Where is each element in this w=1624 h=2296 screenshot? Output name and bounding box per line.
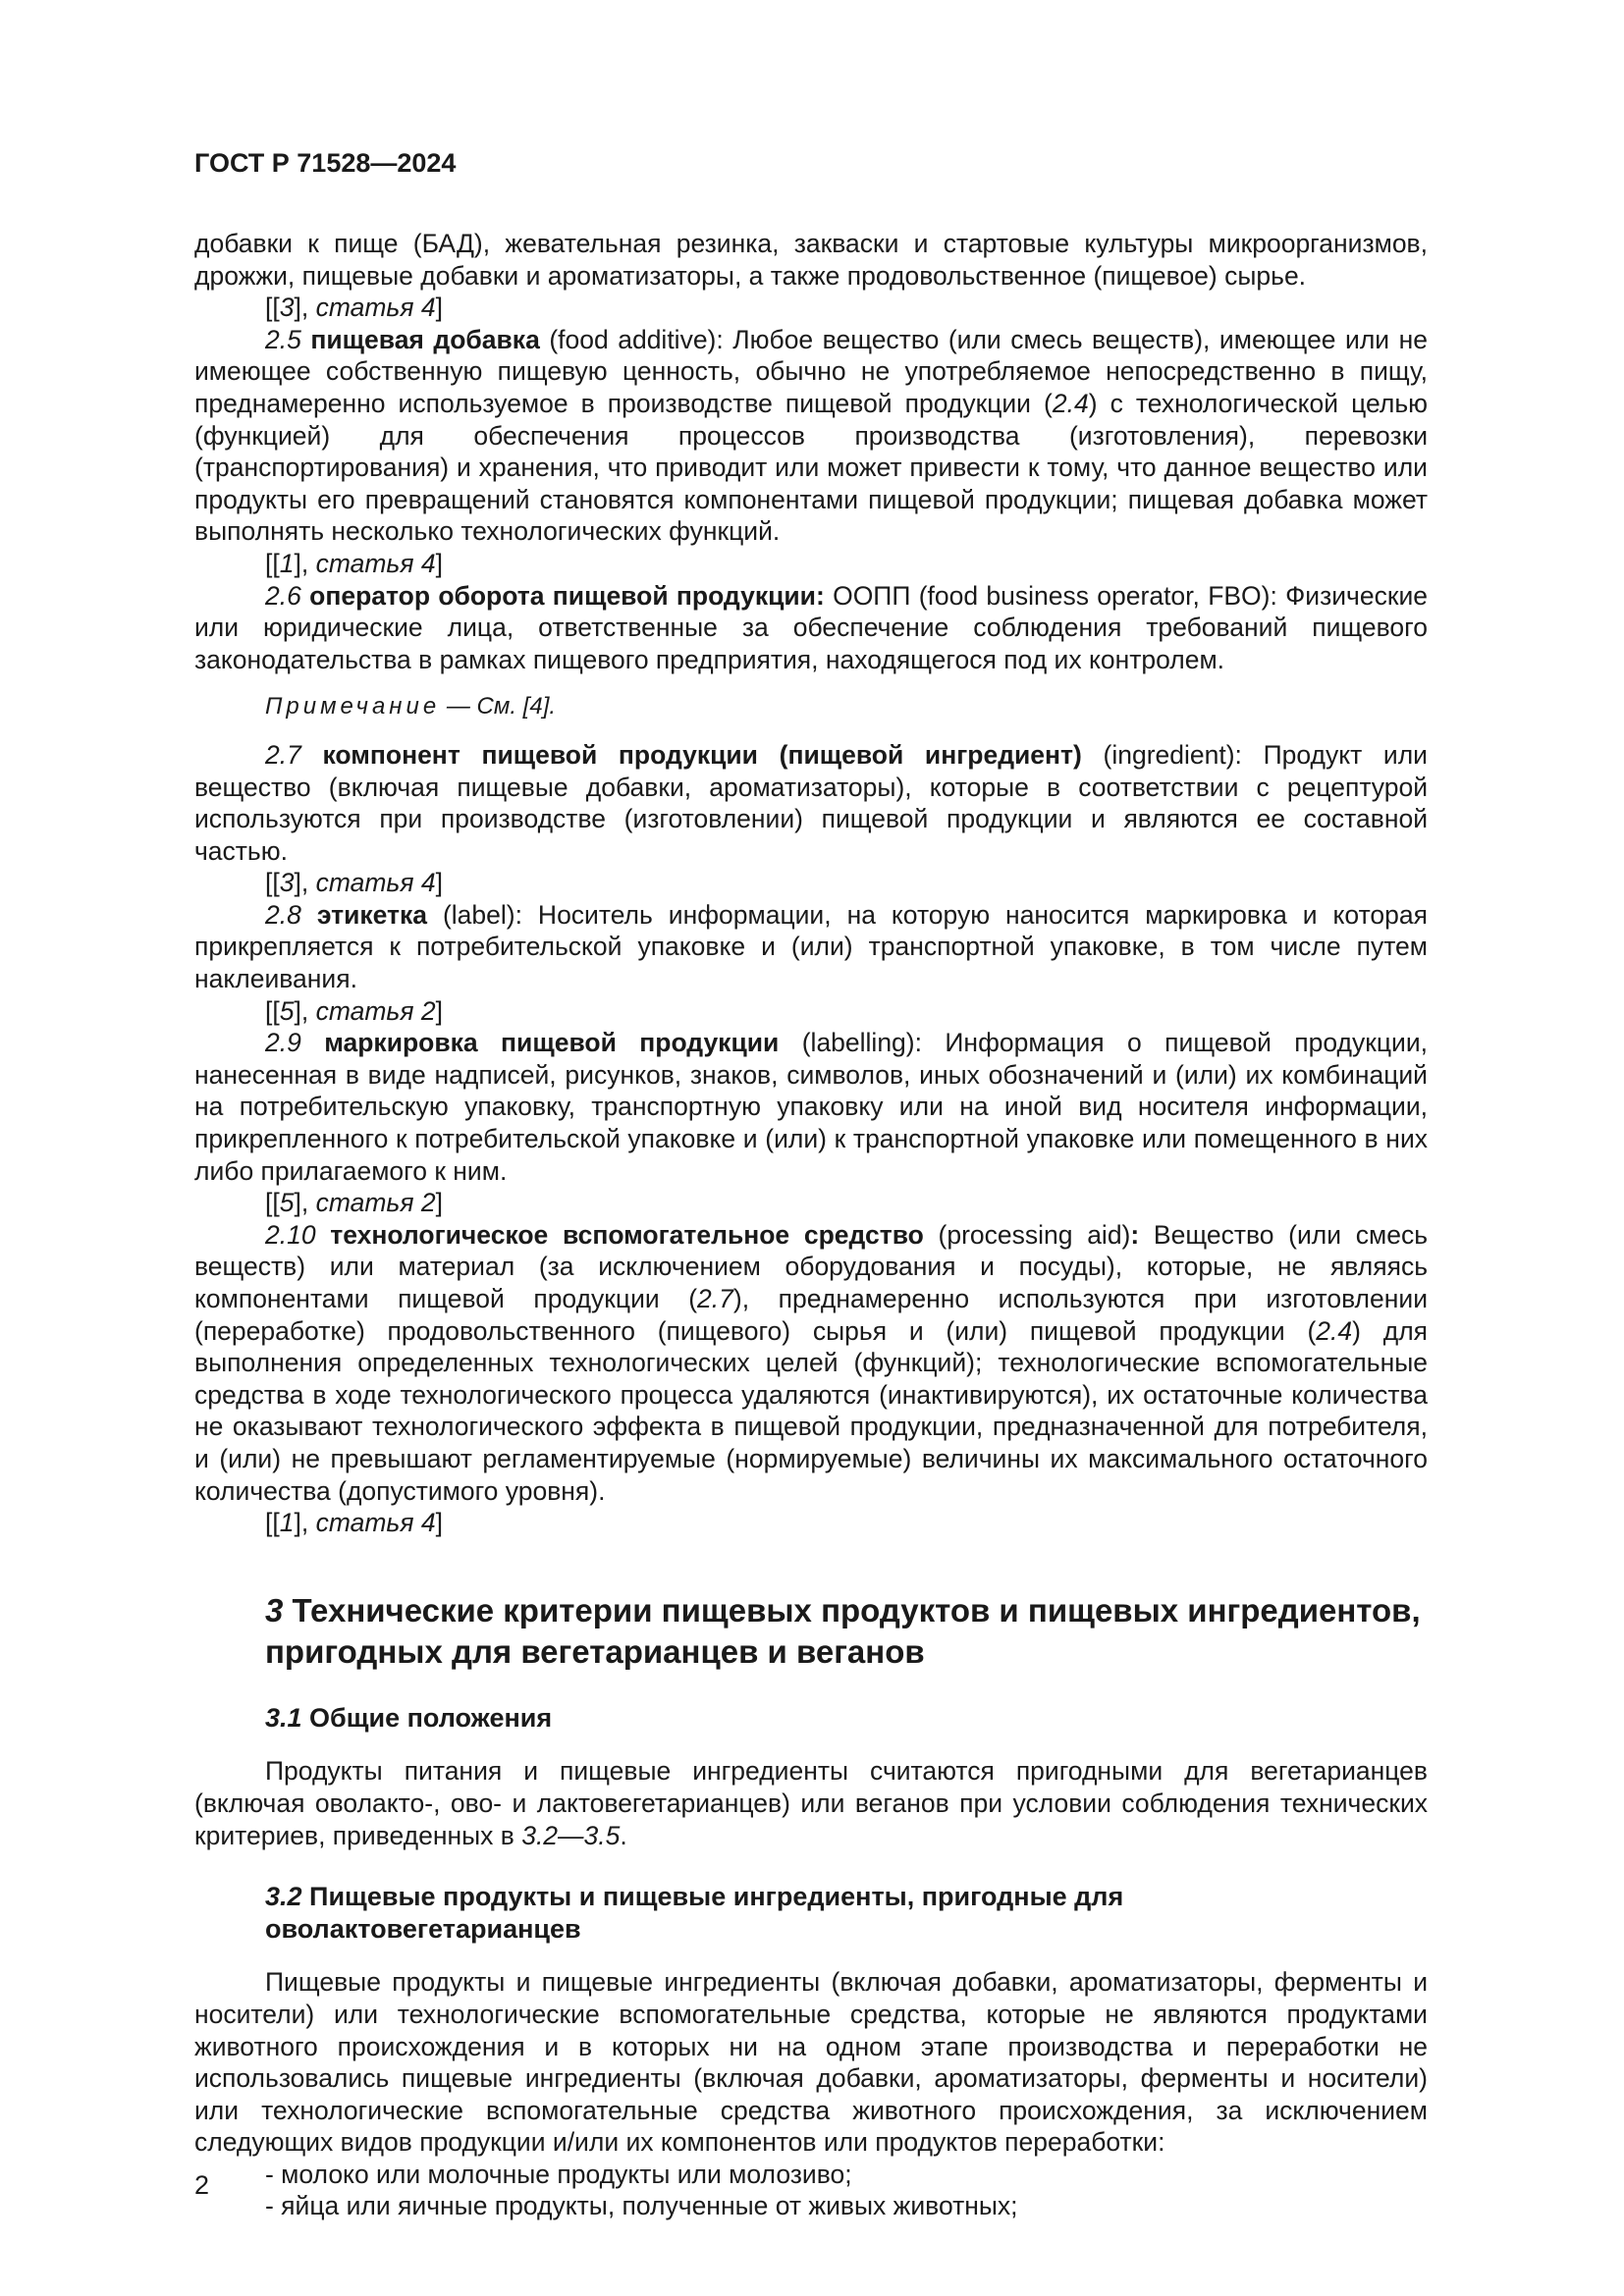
document-body — [194, 228, 1428, 2222]
reference: [[5], статья 2] — [265, 1188, 443, 1218]
section-3-heading: 3 Технические критерии пищевых продуктов и пищевых ингредиентов, пригодных для вегетарианцев и веганов — [265, 1591, 1421, 1670]
document-header: ГОСТ Р 71528—2024 — [194, 148, 457, 178]
section-3-1-text: Продукты питания и пищевые ингредиенты считаются пригодными для вегетарианцев (включая оволакто-, ово- и лактовегетарианцев) или веганов при условии соблюдения технических критериев, приведенных в 3.2—3.5. — [194, 1756, 1428, 1850]
term-2-7: 2.7 компонент пищевой продукции (пищевой ингредиент) (ingredient): Продукт или вещество (включая пищевые добавки, ароматизаторы), которые в соответствии с рецептурой используются при производстве (изготовлении) пищевой продукции и являются ее составной частью. — [194, 739, 1428, 866]
term-2-5: 2.5 пищевая добавка (food additive): Любое вещество (или смесь веществ), имеющее или не имеющее собственную пищевую ценность, обычно не употребляемое непосредственно в пищу, преднамеренно используемое в производстве пищевой продукции (2.4) с технологической целью (функцией) для обеспечения процессов производства (изготовления), перевозки (транспортирования) и хранения, что приводит или может привести к тому, что данное вещество или продукты его превращений становятся компонентами пищевой продукции; пищевая добавка может выполнять несколько технологических функций. — [194, 324, 1429, 547]
list-item: - молоко или молочные продукты или молозиво; — [265, 2159, 852, 2189]
term-2-8: 2.8 этикетка (label): Носитель информации, на которую наносится маркировка и которая прикрепляется к потребительской упаковке и (или) транспортной упаковке, в том числе путем наклеивания. — [194, 899, 1428, 994]
reference: [[1], статья 4] — [265, 1508, 443, 1538]
term-2-10: 2.10 технологическое вспомогательное средство (processing aid): Вещество (или смесь веществ) или материал (за исключением оборудования и посуды), которые, не являясь компонентами пищевой продукции (2.7), преднамеренно используются при изготовлении (переработке) продовольственного (пищевого) сырья и (или) пищевой продукции (2.4) для выполнения определенных технологических целей (функций); технологические вспомогательные средства в ходе технологического процесса удаляются (инактивируются), их остаточные количества не оказывают технологического эффекта в пищевой продукции, предназначенной для потребителя, и (или) не превышают регламентируемые (нормируемые) величины их максимального остаточного количества (допустимого уровня). — [194, 1219, 1429, 1506]
list-item: - яйца или яичные продукты, полученные от живых животных; — [265, 2191, 1018, 2221]
reference: [[3], статья 4] — [265, 868, 443, 898]
term-2-9: 2.9 маркировка пищевой продукции (labelling): Информация о пищевой продукции, нанесенная в виде надписей, рисунков, знаков, символов, иных обозначений и (или) их комбинаций на потребительскую упаковку, транспортную упаковку или на иной вид носителя информации, прикрепленного к потребительской упаковке и (или) к транспортной упаковке или помещенного в них либо прилагаемого к ним. — [194, 1028, 1428, 1186]
section-3-1-heading: 3.1 Общие положения — [265, 1702, 553, 1733]
reference: [[1], статья 4] — [265, 548, 443, 578]
paragraph-continuation: добавки к пище (БАД), жевательная резинка, закваски и стартовые культуры микроорганизмов, дрожжи, пищевые добавки и ароматизаторы, а также продовольственное (пищевое) сырье. — [194, 229, 1428, 291]
page-number: 2 — [194, 2170, 210, 2200]
note: Примечание — См. [4]. — [265, 693, 557, 721]
section-3-2-text: Пищевые продукты и пищевые ингредиенты (включая добавки, ароматизаторы, ферменты и носители) или технологические вспомогательные средства, которые не являются продуктами животного происхождения и в которых ни на одном этапе производства и переработки не использовались пищевые ингредиенты (включая добавки, ароматизаторы, ферменты и носители) или технологические вспомогательные средства животного происхождения, за исключением следующих видов продукции и/или их компонентов или продуктов переработки: — [194, 1967, 1428, 2158]
term-2-6: 2.6 оператор оборота пищевой продукции: ООПП (food business operator, FBO): Физические или юридические лица, ответственные за обеспечение соблюдения требований пищевого законодательства в рамках пищевого предприятия, находящегося под их контролем. — [194, 580, 1428, 674]
reference: [[3], статья 4] — [265, 293, 443, 323]
reference: [[5], статья 2] — [265, 995, 443, 1026]
section-3-2-heading: 3.2 Пищевые продукты и пищевые ингредиенты, пригодные для оволактовегетарианцев — [265, 1882, 1124, 1944]
